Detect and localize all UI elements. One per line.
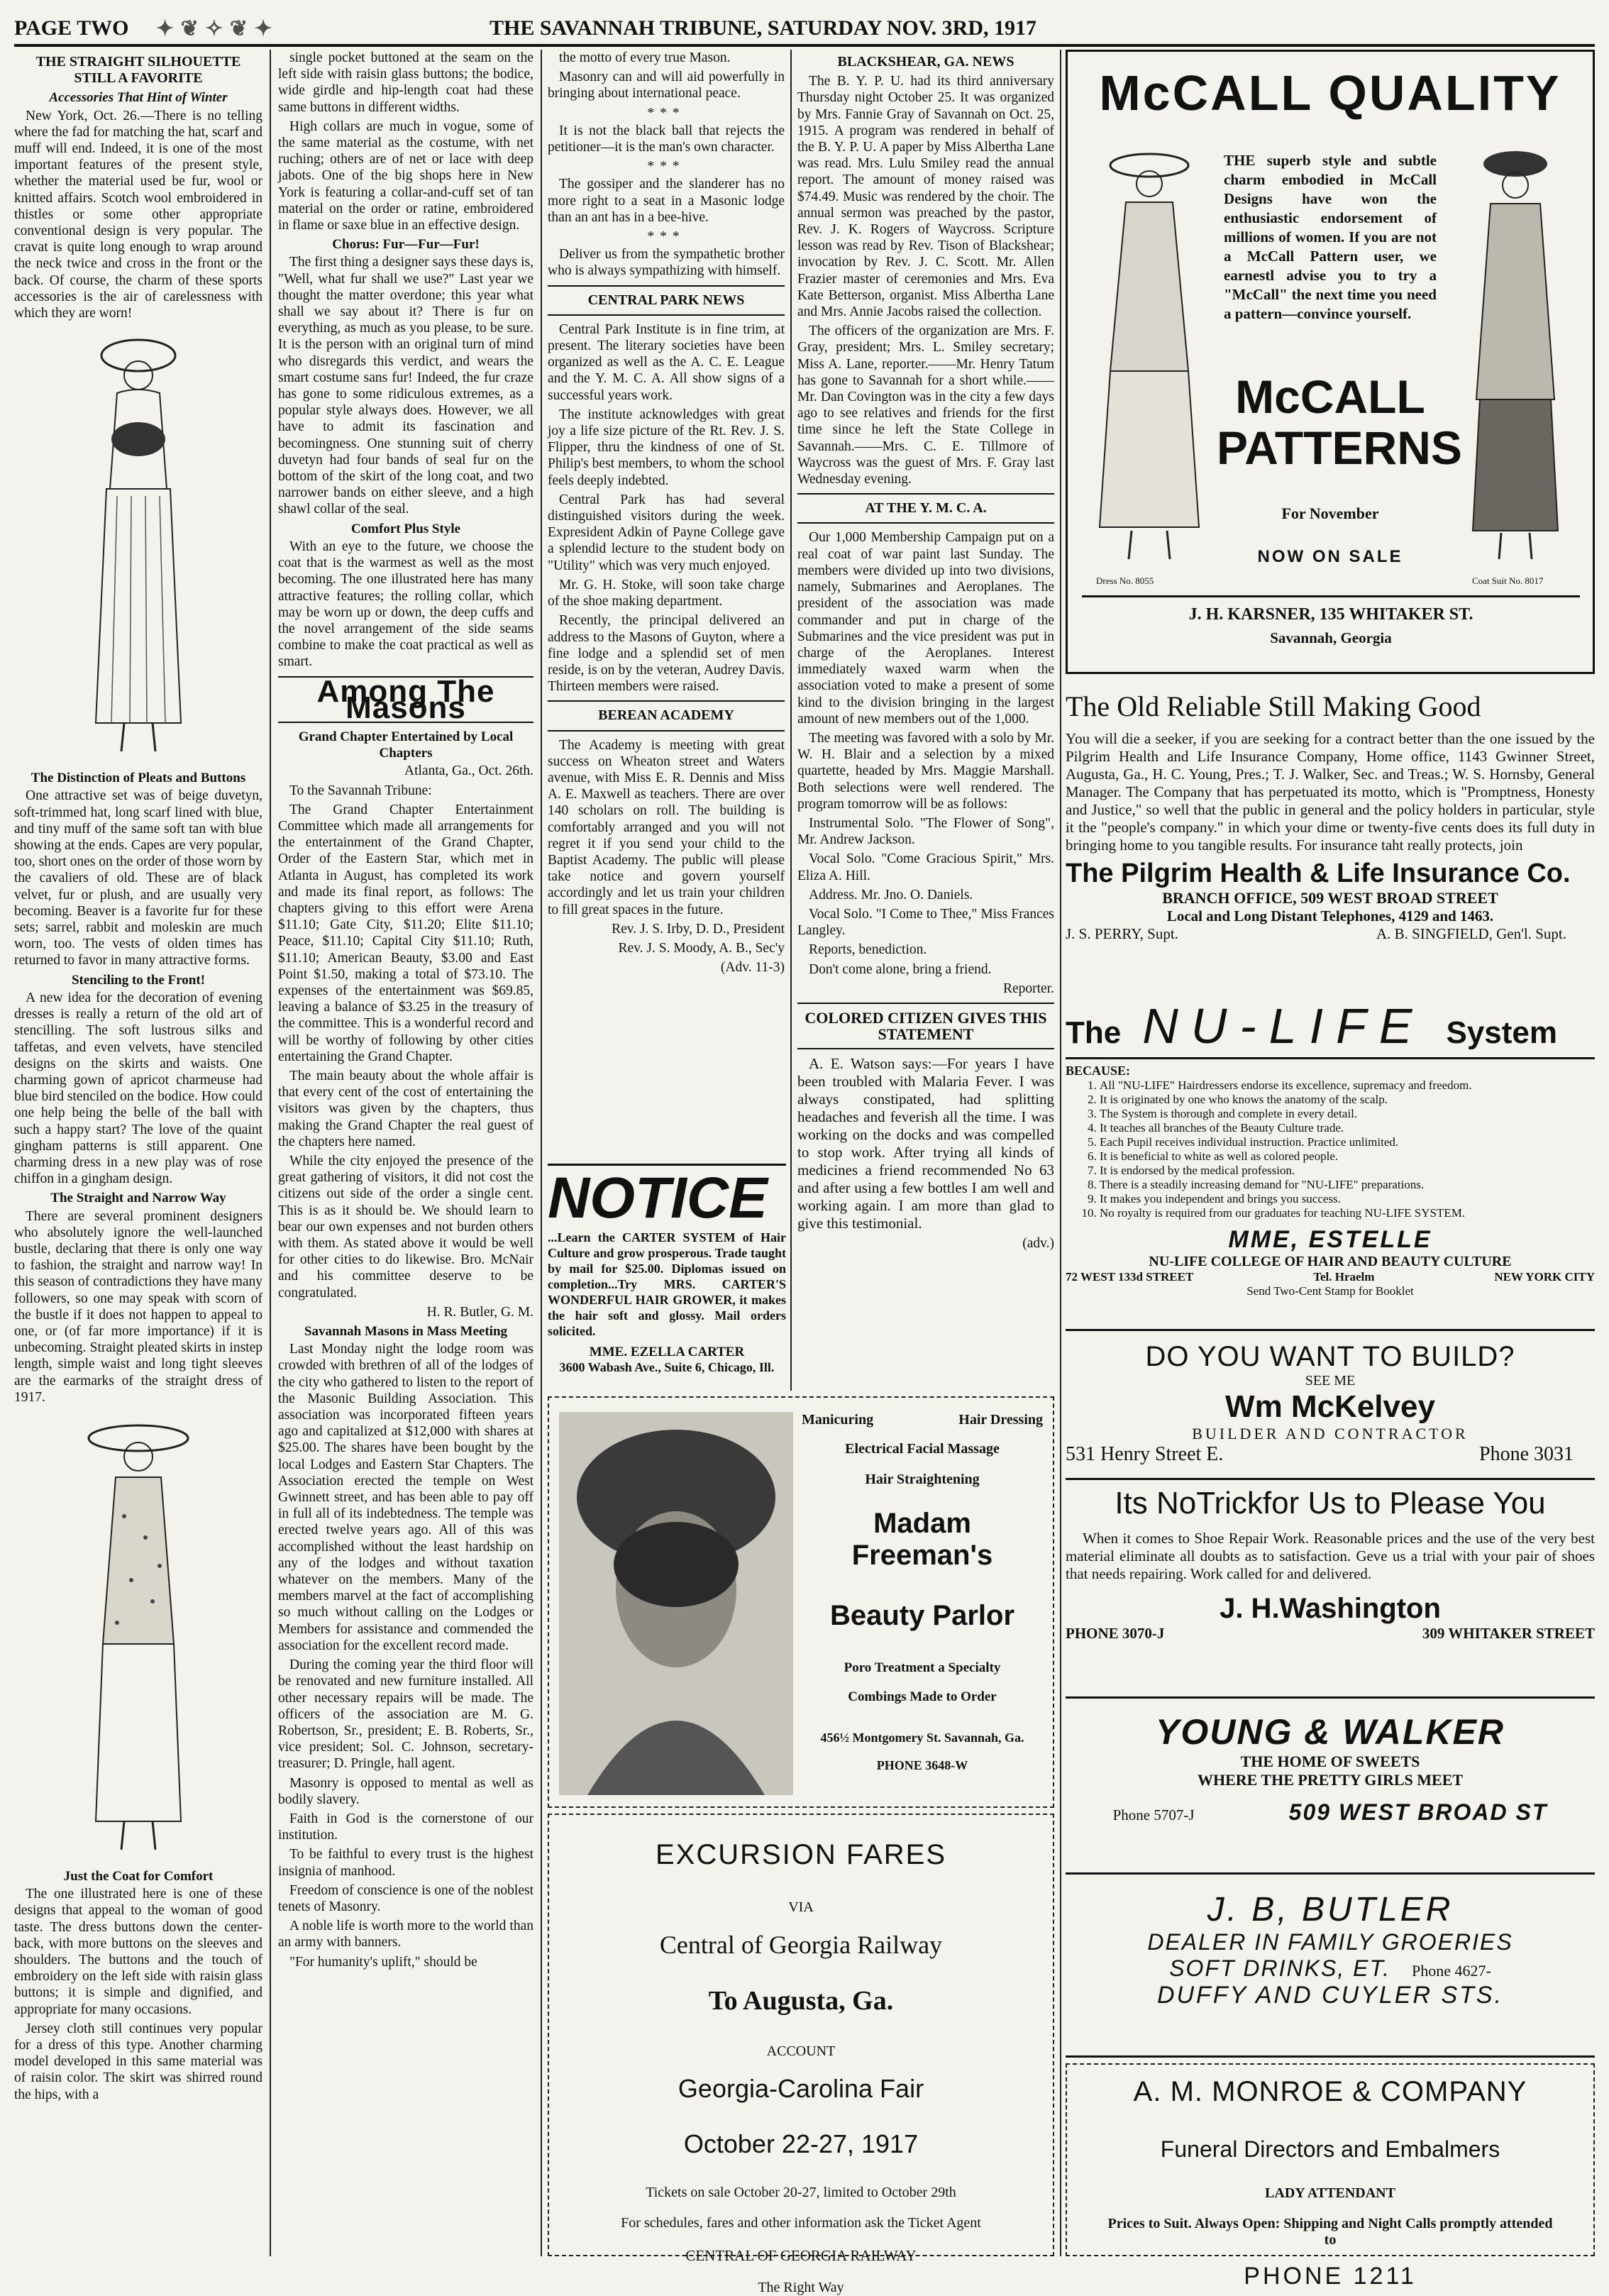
monroe-line: Funeral Directors and Embalmers xyxy=(1160,2136,1500,2162)
pilgrim-name: The Pilgrim Health & Life Insurance Co. xyxy=(1066,859,1571,888)
butler-line: DUFFY AND CUYLER STS. xyxy=(1156,1982,1504,2009)
nulife-ad xyxy=(1066,998,1595,1331)
section-heading: Grand Chapter Entertained by Local Chapters xyxy=(298,729,514,761)
service-label: Electrical Facial Massage xyxy=(845,1441,1000,1457)
pilgrim-title: The Old Reliable Still Making Good xyxy=(1066,690,1481,722)
young-walker-phone: Phone 5707-J xyxy=(1112,1806,1195,1823)
paragraph: Mr. G. H. Stoke, will soon take charge of the shoe making department. xyxy=(548,577,785,609)
shoe-title: Its NoTrickfor Us to Please You xyxy=(1115,1486,1546,1520)
fair-name: Georgia-Carolina Fair xyxy=(678,2074,924,2103)
paragraph: A noble life is worth more to the world than an army with banners. xyxy=(278,1919,533,1950)
section-heading: BEREAN ACADEMY xyxy=(598,707,734,724)
section-heading: COLORED CITIZEN GIVES THIS STATEMENT xyxy=(804,1008,1047,1044)
build-title: DO YOU WANT TO BUILD? xyxy=(1145,1341,1515,1372)
masons-heading: Among The Masons xyxy=(316,673,495,725)
paragraph: Freedom of conscience is one of the noblest tenets of Masonry. xyxy=(278,1882,533,1914)
mccall-sale: NOW ON SALE xyxy=(1257,547,1403,566)
pilgrim-gen-supt: A. B. SINGFIELD, Gen'l. Supt. xyxy=(1376,925,1566,942)
separator-stars: *** xyxy=(647,105,685,121)
section-heading: AT THE Y. M. C. A. xyxy=(865,500,987,517)
paragraph: single pocket buttoned at the seam on the left side with raisin glass buttons; the bodice, wide girdle and hip-length coat had these same buttons in different widths. xyxy=(278,50,533,115)
coat-suit-illustration-icon xyxy=(1448,144,1583,570)
young-walker-tagline: THE HOME OF SWEETS xyxy=(1240,1753,1420,1770)
divider xyxy=(797,1048,1054,1049)
section-heading: The Distinction of Pleats and Buttons xyxy=(31,771,246,786)
page-label: PAGE TWO xyxy=(14,16,129,40)
destination: To Augusta, Ga. xyxy=(708,1986,894,2016)
service-label: Combings Made to Order xyxy=(848,1689,997,1704)
young-walker-name: YOUNG & WALKER xyxy=(1156,1712,1505,1752)
paragraph: Don't come alone, bring a friend. xyxy=(809,961,992,977)
divider xyxy=(797,522,1054,524)
ticket-info: Tickets on sale October 20-27, limited to October 29th xyxy=(646,2185,956,2200)
nulife-college: NU-LIFE COLLEGE OF HAIR AND BEAUTY CULTURE xyxy=(1149,1254,1512,1269)
paragraph: The Grand Chapter Entertainment Committee which made all arrangements for the entertainment of the Grand Chapter, Order of the Eastern Star, which met in Atlanta in August, has completed its work and made its final report, as follows: The chapters giving to this effort were Arena $11.10; Gate City, $11.20; Elite $11.10; Peace, $11.10; Capital City $11.10; Ruth, $11.10; American Beauty, $3.00 and East Point $1.50, making a total of $73.10. The expenses of the entertainment was $69.85, leaving a balance of $3.25 in the treasury of the committee. This is a wonderful record and will be worthy of following by other cities entertaining the Grand Chapter. xyxy=(278,802,533,1064)
notice-address: 3600 Wabash Ave., Suite 6, Chicago, Ill. xyxy=(559,1360,775,1374)
monroe-name: A. M. MONROE & COMPANY xyxy=(1133,2076,1527,2107)
pilgrim-supt: J. S. PERRY, Supt. xyxy=(1066,925,1178,942)
paragraph: "For humanity's uplift," should be xyxy=(289,1954,477,1970)
young-walker-address: 509 WEST BROAD ST xyxy=(1288,1799,1548,1825)
pilgrim-phones: Local and Long Distant Telephones, 4129 and 1463. xyxy=(1166,907,1494,925)
adv-code: (adv.) xyxy=(1022,1236,1054,1252)
mccall-ad xyxy=(1066,50,1595,674)
notice-title: NOTICE xyxy=(548,1166,768,1230)
section-heading: Just the Coat for Comfort xyxy=(63,1868,214,1884)
service-label: Hair Dressing xyxy=(958,1412,1043,1428)
paragraph: During the coming year the third floor will be renovated and new furniture installed. All other necessary repairs will be made. The officers of the association are M. G. Robertson, Sr., president; E. B. Roberts, Sr., vice president; Sol. C. Johnson, secretary-treasurer; D. Pringle, hall agent. xyxy=(278,1657,533,1772)
paragraph: There are several prominent designers who absolutely ignore the well-launched bustle, declaring that there is only one way to fashion, the straight and narrow way! In this season of contradictions they have many followers, so one may speak with scorn of the bustle if it does not happen to appeal to one, or (of far more importance) if it is unbecoming. Straight pleated skirts in instep length, simple waist and long tight sleeves are the earmarks of the straight dress of 1917. xyxy=(14,1208,262,1405)
dress-number: Dress No. 8055 xyxy=(1096,575,1154,586)
paragraph: Faith in God is the cornerstone of our institution. xyxy=(278,1811,533,1843)
list-item: 6. It is beneficial to white as well as colored people. xyxy=(1100,1149,1595,1164)
paragraph: Central Park has had several distinguished visitors during the week. Expresident Adkin of Payne College gave a splendid lecture to the student body on "Utility" which was very much enjoyed. xyxy=(548,492,785,573)
article-subtitle: Accessories That Hint of Winter xyxy=(49,90,228,106)
masthead-logo-icon: ✦ ❦ ✧ ❦ ✦ xyxy=(156,16,273,40)
phone: PHONE 3648-W xyxy=(876,1758,968,1772)
service-label: Hair Straightening xyxy=(865,1472,980,1487)
service-label: Poro Treatment a Specialty xyxy=(844,1660,1001,1675)
build-ad xyxy=(1066,1338,1595,1480)
paragraph: The institute acknowledges with great joy a life size picture of the Rt. Rev. J. S. Flipper, thru the kindness of one of St. Philip's best members, to whom the school feels deeply indebted. xyxy=(548,407,785,488)
signature: Rev. J. S. Moody, A. B., Sec'y xyxy=(618,940,785,956)
railway-name: Central of Georgia Railway xyxy=(659,1931,943,1959)
mccall-title: McCALL QUALITY xyxy=(1099,65,1561,121)
divider xyxy=(548,700,785,702)
paragraph: While the city enjoyed the presence of the great gathering of visitors, it did not cost the citizens out side of the order a single cent. This is as it should be. We should learn to bear our own expenses and not burden others with them. As stated above it would be well for other cities to do likewise. Bro. McNair and his committee deserve to be congratulated. xyxy=(278,1154,533,1301)
nulife-tel: Tel. Hraelm xyxy=(1313,1270,1375,1284)
section-heading: The Straight and Narrow Way xyxy=(50,1191,226,1206)
section-heading: BLACKSHEAR, GA. NEWS xyxy=(837,54,1014,70)
paragraph: The one illustrated here is one of these designs that appeal to the woman of good taste. The dress buttons down the center-back, with more buttons on the sleeves and shoulders. The buttons and the touch of embroidery on the left side with raisin glass buttons; it is simple and dignified, and appropriate for many occasions. xyxy=(14,1887,262,2017)
section-heading: Savannah Masons in Mass Meeting xyxy=(304,1324,508,1340)
portrait-photo-icon xyxy=(559,1412,793,1795)
paragraph: The officers of the organization are Mrs. F. Gray, president; Mrs. L. Smiley secretary; Miss A. Lane, reporter.——Mr. Henry Tatum has gone to Savannah for a short while.——Mr. Dan Covington was in the city a few days ago to see relatives and friends for the first time since he left the State College in Savannah.——Mrs. C. E. Tillmore of Waycross was the guest of Mrs. F. Gray last Wednesday evening. xyxy=(797,324,1054,487)
paragraph: The Academy is meeting with great success on Wheaton street and Waters avenue, with Miss E. R. Dennis and Miss A. E. Maxwell as teachers. There are over 140 scholars on roll. The building is comfortably arranged and you will not regret it if you send your child to the Baptist Academy. The public will please take notice and govern yourself accordingly and let us train your children to fill great spaces in the future. xyxy=(548,737,785,917)
dateline: Atlanta, Ga., Oct. 26th. xyxy=(404,763,533,779)
business-name: Madam Freeman's xyxy=(851,1508,993,1571)
paragraph: Last Monday night the lodge room was crowded with brethren of all of the lodges of the city who gathered to listen to the report of the Masonic Building Association. This association was incorporated fifteen years ago and capitalized at $12,000 with shares at $25.00. The shares have been bought by the local Lodges and Eastern Star Chapters. The Association erected the temple on West Gwinnett street, and has been able to pay off in full all of its indebtedness. The temple was erected twelve years ago. All of this was accomplished without the least hardship on any of the lodges and without taxation whatever on the members. Many of the members marvel at the fact of accomplishing so much without calling on the Lodges or Members for assistance and commended the association for the excellent record made. xyxy=(278,1342,533,1653)
woman-with-muff-illustration-icon xyxy=(67,326,209,766)
nulife-reasons-list xyxy=(1066,1078,1595,1220)
column-fashion xyxy=(14,50,262,2256)
paragraph: New York, Oct. 26.—There is no telling where the fad for matching the hat, scarf and muff will end. Indeed, it is one of the most important features of the present style, whether the material used be fur, wool or knitted affairs. Scotch wool embroidered in thistles or some other appropriate conventional design is very popular. The cravat is quite long enough to wrap around the neck twice and cross in the front or the back. Of course, the charm of these sports accessories is the air of carelessness with which they are worn! xyxy=(14,108,262,321)
paragraph: It is not the black ball that rejects the petitioner—it is the man's own character. xyxy=(548,123,785,155)
dealer-address: J. H. KARSNER, 135 WHITAKER ST. xyxy=(1188,605,1473,624)
fair-dates: October 22-27, 1917 xyxy=(683,2129,919,2158)
monroe-line: Prices to Suit. Always Open: Shipping and Night Calls promptly attended to xyxy=(1107,2216,1553,2248)
builder-trade: BUILDER AND CONTRACTOR xyxy=(1192,1425,1469,1442)
divider xyxy=(548,285,785,287)
shoe-name: J. H.Washington xyxy=(1220,1593,1441,1624)
paragraph: Central Park Institute is in fine trim, at present. The literary societies have been organized as well as the A. C. E. League and the Y. M. C. A. All show signs of a successful years work. xyxy=(548,321,785,403)
masthead-title: THE SAVANNAH TRIBUNE, SATURDAY NOV. 3RD, 1917 xyxy=(490,16,1037,40)
monroe-phone: PHONE 1211 xyxy=(1244,2263,1417,2290)
builder-name: Wm McKelvey xyxy=(1225,1389,1435,1424)
section-heading: Chorus: Fur—Fur—Fur! xyxy=(332,237,480,253)
mccall-big-line: McCALL xyxy=(1235,370,1425,423)
excursion-ad xyxy=(548,1814,1054,2295)
service-label: Manicuring xyxy=(802,1412,874,1428)
butler-phone: Phone 4627- xyxy=(1411,1962,1491,1980)
program-item: Address. Mr. Jno. O. Daniels. xyxy=(809,887,973,903)
paragraph: The first thing a designer says these days is, "Well, what fur shall we use?" Last year we thought the matter overdone; this year what shall we say about it? There is fur on everything, as much as you please, to be sure. It is the person with an original turn of mind who disregards this verdict, and wears the smart costume sans fur! Indeed, the fur craze has gone to some ridiculous extremes, as a popular style always does. However, we all have to admit its fascination and becomingness. One stunning suit of cherry duvetyn had four bands of seal fur on the bottom of the skirt of the long coat, and two narrower bands on either sleeve, and a high shawl collar of the seal. xyxy=(278,255,533,517)
nulife-brand: NU-LIFE xyxy=(1142,998,1425,1054)
mccall-big-line: PATTERNS xyxy=(1217,421,1462,474)
column-masons xyxy=(278,50,533,2256)
separator-stars: *** xyxy=(647,229,685,245)
coat-number: Coat Suit No. 8017 xyxy=(1472,575,1544,586)
divider xyxy=(548,730,785,732)
builder-address: 531 Henry Street E. xyxy=(1066,1443,1224,1465)
notice-ad xyxy=(548,1164,786,1391)
column-rule xyxy=(541,50,542,2256)
section-heading: Comfort Plus Style xyxy=(350,521,461,536)
freeman-ad xyxy=(548,1396,1054,1808)
list-item: 7. It is endorsed by the medical profession. xyxy=(1100,1164,1595,1178)
railway-slogan: The Right Way xyxy=(758,2280,844,2295)
mccall-body: THE superb style and subtle charm embodied in McCall Designs have won the enthusiastic endorsement of millions of women. If you are not a McCall Pattern user, we earnestl advise you to try a "McCall" the next time you need a pattern—convince yourself. xyxy=(1224,152,1437,322)
paragraph: The main beauty about the whole affair is that every cent of the cost of entertaining the visitors was given by the chapters, thus making the Grand Chapter the real guest of the chapters here named. xyxy=(278,1068,533,1149)
signature: Rev. J. S. Irby, D. D., President xyxy=(612,921,785,937)
divider xyxy=(548,314,785,316)
paragraph: To be faithful to every trust is the highest insignia of manhood. xyxy=(278,1847,533,1879)
paragraph: the motto of every true Mason. xyxy=(559,50,731,65)
monroe-line: LADY ATTENDANT xyxy=(1265,2185,1395,2201)
column-blackshear xyxy=(797,50,1054,1384)
nulife-city: NEW YORK CITY xyxy=(1494,1270,1595,1284)
paragraph: With an eye to the future, we choose the coat that is the warmest as well as the most becoming. The one illustrated here has many attractive features; the rolling collar, which may be worn up or down, the deep cuffs and the novel arrangement of the side seams combine to make the coat practical as well as smart. xyxy=(278,539,533,670)
list-item: 9. It makes you independent and brings you success. xyxy=(1100,1192,1595,1206)
pilgrim-body: You will die a seeker, if you are seeking for a contract better than the one issued by the Pilgrim Health and Life Insurance Company, Home office, 1143 Gwinner Street, Augusta, Ga., H. C. Young, Pres.; T. J. Walker, Sec. and Treas.; W. S. Hornsby, General Manager. The Company that has perpetuated its motto, which is "Promptness, Honesty and Justice," so well that the public in general and the policy holders in particular, style it the "people's company." in which your dime or twenty-five cents does its full duty in bringing home to you tangible results. For insurance taht really protects, join xyxy=(1066,730,1595,854)
pilgrim-branch: BRANCH OFFICE, 509 WEST BROAD STREET xyxy=(1162,889,1498,907)
shoe-phone: PHONE 3070-J xyxy=(1066,1625,1165,1642)
program-item: Reports, benediction. xyxy=(809,942,927,958)
program-item: Vocal Solo. "I Come to Thee," Miss Frances Langley. xyxy=(797,906,1054,939)
list-item: 3. The System is thorough and complete in every detail. xyxy=(1100,1107,1595,1121)
nulife-because: BECAUSE: xyxy=(1066,1064,1131,1078)
builder-phone: Phone 3031 xyxy=(1479,1443,1574,1465)
mccall-for: For November xyxy=(1281,504,1379,522)
list-item: 4. It teaches all branches of the Beauty Culture trade. xyxy=(1100,1121,1595,1135)
list-item: 1. All "NU-LIFE" Hairdressers endorse its excellence, supremacy and freedom. xyxy=(1100,1078,1595,1093)
ticket-info: For schedules, fares and other information ask the Ticket Agent xyxy=(621,2215,981,2231)
shoe-address: 309 WHITAKER STREET xyxy=(1422,1625,1595,1642)
adv-code: (Adv. 11-3) xyxy=(720,960,785,976)
paragraph: High collars are much in vogue, some of the same material as the costume, with net ruching; others are of net or lace with deep jabots. One of the big shops here in New York is featuring a collar-and-cuff set of tan material on the order or ratine, embroidered in flame or saxe blue in an effective design. xyxy=(278,118,533,233)
paragraph: Masonry can and will aid powerfully in bringing about international peace. xyxy=(548,70,785,101)
signature: Reporter. xyxy=(1002,981,1054,996)
salutation: To the Savannah Tribune: xyxy=(289,783,432,798)
paragraph: A. E. Watson says:—For years I have been troubled with Malaria Fever. I was always constipated, had splitting headaches and feverish all the time. I was working on the docks and was compelled to stop work. After trying all kinds of medicines a friend recommended No 63 and after using a few bottles I am well and working again. I am more than glad to give this testimonial. xyxy=(797,1055,1054,1232)
nulife-system: System xyxy=(1446,1015,1558,1050)
young-walker-tagline: WHERE THE PRETTY GIRLS MEET xyxy=(1197,1771,1464,1789)
butler-name: J. B, BUTLER xyxy=(1207,1891,1454,1928)
list-item: 2. It is originated by one who knows the anatomy of the scalp. xyxy=(1100,1093,1595,1107)
list-item: 5. Each Pupil receives individual instruction. Practice unlimited. xyxy=(1100,1135,1595,1149)
list-item: 8. There is a steadily increasing demand for "NU-LIFE" preparations. xyxy=(1100,1178,1595,1192)
nulife-mme: MME, ESTELLE xyxy=(1228,1226,1432,1253)
railway-footer: CENTRAL OF GEORGIA RAILWAY xyxy=(685,2247,917,2264)
program-item: Vocal Solo. "Come Gracious Spirit," Mrs. Eliza A. Hill. xyxy=(797,851,1054,883)
signature: H. R. Butler, G. M. xyxy=(426,1304,533,1320)
pilgrim-ad xyxy=(1066,685,1595,998)
address: 456½ Montgomery St. Savannah, Ga. xyxy=(820,1731,1024,1745)
nulife-the: The xyxy=(1066,1015,1122,1050)
build-see: SEE ME xyxy=(1305,1373,1356,1389)
column-central-park xyxy=(548,50,785,1157)
notice-name: MME. EZELLA CARTER xyxy=(589,1345,745,1359)
excursion-via: VIA xyxy=(788,1899,814,1915)
woman-in-coat-illustration-icon xyxy=(60,1410,216,1864)
business-name: Beauty Parlor xyxy=(829,1600,1015,1631)
page-header xyxy=(14,13,1595,47)
paragraph: The B. Y. P. U. had its third anniversary Thursday night October 25. It was organized by Mrs. Fannie Gray of Savannah on Oct. 25, 1915. A program was rendered in behalf of the B. Y. P. U. A paper by Miss Albertha Lane was read. Mrs. Lulu Smiley read the annual report. The amount of money raised was $74.49. Music was rendered by the choir. The annual sermon was preached by the pastor, Rev. J. K. Rogers of Waycross. Scripture lesson was read by Rev. Tison of Blackshear; invocation by Rev. J. C. Scott. Mr. Allen Frazier master of ceremonies and Mrs. Eva Kate Betterson, organist. Miss Albertha Lane and Mrs. Annie Jacobs raised the collection. xyxy=(797,74,1054,320)
column-rule xyxy=(1060,50,1061,2256)
nulife-address: 72 WEST 133d STREET xyxy=(1066,1270,1194,1284)
paragraph: Recently, the principal delivered an address to the Masons of Guyton, where a fine lodge and a splendid set of men reside, is on by the veteran, Audrey Davis. Thirteen members were raised. xyxy=(548,613,785,695)
column-rule xyxy=(790,50,792,1391)
article-title: THE STRAIGHT SILHOUETTE STILL A FAVORITE xyxy=(35,54,241,87)
butler-ad xyxy=(1066,1880,1595,2058)
nulife-stamp: Send Two-Cent Stamp for Booklet xyxy=(1246,1284,1414,1298)
dealer-city: Savannah, Georgia xyxy=(1270,629,1392,646)
young-walker-ad xyxy=(1066,1704,1595,1875)
column-rule xyxy=(270,50,271,2256)
paragraph: Jersey cloth still continues very popular for a dress of this type. Another charming model developed in this same material was of raisin color. The skirt was shirred round the hips, with a xyxy=(14,2021,262,2102)
divider xyxy=(797,1003,1054,1004)
excursion-title: EXCURSION FARES xyxy=(655,1839,947,1870)
paragraph: Masonry is opposed to mental as well as bodily slavery. xyxy=(278,1775,533,1807)
dress-illustration-icon xyxy=(1082,144,1217,570)
paragraph: Deliver us from the sympathetic brother who is always sympathizing with himself. xyxy=(548,247,785,279)
butler-line: DEALER IN FAMILY GROERIES xyxy=(1147,1929,1513,1955)
paragraph: The meeting was favored with a solo by Mr. W. H. Blair and a selection by a mixed quartette, headed by Mrs. Maggie Marshall. Both selections were well rendered. The program tomorrow will be as follows: xyxy=(797,730,1054,812)
notice-body: ...Learn the CARTER SYSTEM of Hair Culture and grow prosperous. Trade taught by mail for $25.00. Diplomas issued on completion...Try MRS. CARTER'S WONDERFUL HAIR GROWER, it makes the hair soft and glossy. Mail orders solicited. xyxy=(548,1230,786,1338)
shoe-body: When it comes to Shoe Repair Work. Reasonable prices and the use of the very best material eliminate all doubts as to satisfaction. Geve us a trial with your pair of shoes that needs repairing. Work called for and delivered. xyxy=(1066,1530,1595,1582)
paragraph: Our 1,000 Membership Campaign put on a real coat of war paint last Sunday. The members were divided up into two divisions, namely, Submarines and Aeroplanes. The president of the association was made commander and put in charge of the Submarines and the vice president was put in charge of the Aeroplanes. Interest immediately waxed warm when the association voted to make a present of some kind to the division bringing in the largest amount of new members out of the 1,000. xyxy=(797,530,1054,727)
list-item: 10. No royalty is required from our graduates for teaching NU-LIFE SYSTEM. xyxy=(1100,1206,1595,1220)
program-item: Instrumental Solo. "The Flower of Song", Mr. Andrew Jackson. xyxy=(797,815,1054,848)
butler-line: SOFT DRINKS, ET. xyxy=(1169,1955,1390,1981)
paragraph: One attractive set was of beige duvetyn, soft-trimmed hat, long scarf lined with blue, and tiny muff of the same soft tan with blue showing at the ends. Capes are very popular, too, short ones on the order of those worn by the cavaliers of old. These are of black velvet, fur or plush, and are usually very becoming. Beaver is a favorite fur for these sets; sarrel, rabbit and moleskin are much worn, too. The vests of olden times has returned to favor in many attractive forms. xyxy=(14,788,262,968)
section-heading: CENTRAL PARK NEWS xyxy=(587,292,745,308)
monroe-ad xyxy=(1066,2063,1595,2290)
section-heading: Stenciling to the Front! xyxy=(71,972,206,988)
divider xyxy=(797,493,1054,495)
separator-stars: *** xyxy=(647,159,685,175)
paragraph: A new idea for the decoration of evening dresses is really a return of the old art of stencilling. The soft lustrous silks and taffetas, and even velvets, have stenciled designs on the skirts and waists. One charming gown of apricot charmeuse had blue bird stenciled on the bodice. How could one help being the belle of the ball with such a happy start? The love of the quaint gingham patterns is still apparent. One charming dress in a new play was of rose chiffon in a gingham design. xyxy=(14,990,262,1187)
mccall-patterns-heading xyxy=(1217,370,1462,474)
shoe-repair-ad xyxy=(1066,1486,1595,1699)
excursion-account: ACCOUNT xyxy=(766,2043,836,2059)
paragraph: The gossiper and the slanderer has no more right to a seat in a Masonic lodge than an ant has in a bee-hive. xyxy=(548,177,785,225)
freeman-ad-text xyxy=(802,1412,1043,1786)
